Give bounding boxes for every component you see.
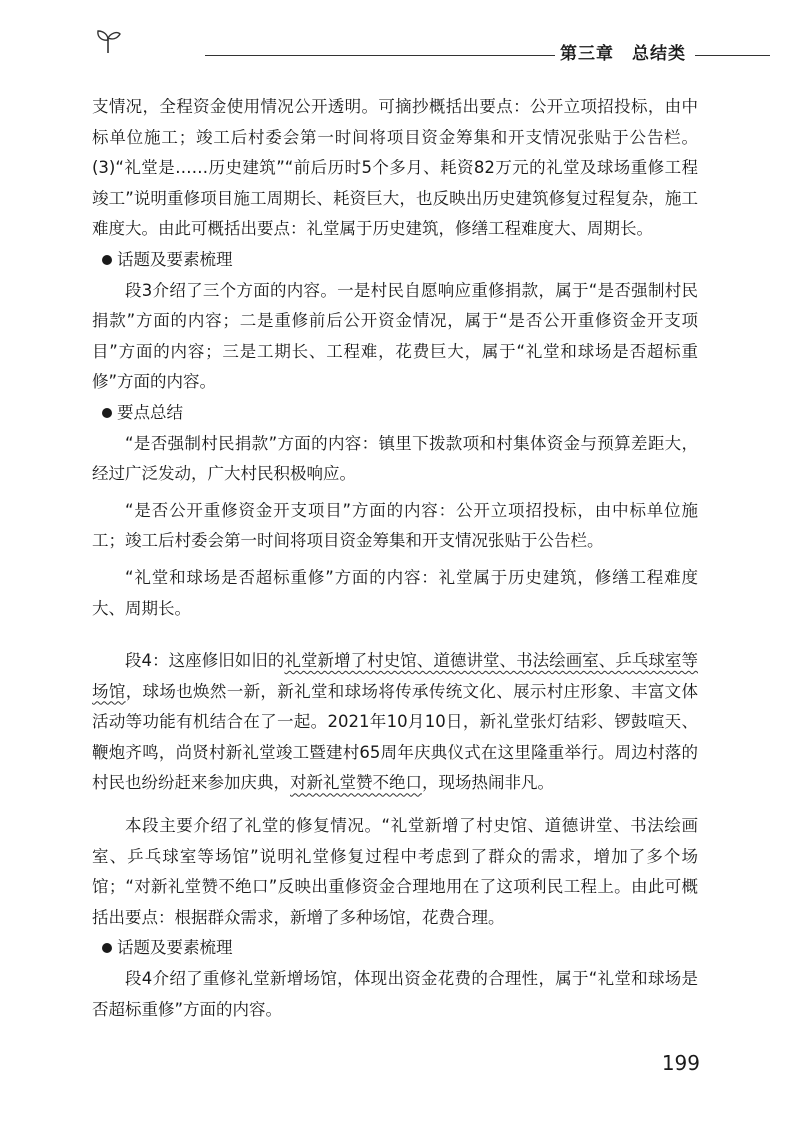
heading-text: 要点总结 bbox=[117, 402, 183, 422]
chapter-title: 第三章 总结类 bbox=[560, 44, 686, 64]
bullet-dot-icon bbox=[102, 943, 112, 953]
page-body bbox=[92, 92, 698, 1025]
page-number: 199 bbox=[661, 1051, 700, 1075]
page-header bbox=[0, 0, 800, 70]
heading-text: 话题及要素梳理 bbox=[117, 249, 233, 269]
sprout-logo-icon bbox=[93, 28, 123, 54]
paragraph-1: 支情况，全程资金使用情况公开透明。可摘抄概括出要点：公开立项招投标，由中标单位施工；竣工后村委会第一时间将项目资金筹集和开支情况张贴于公告栏。(3)“礼堂是……历史建筑”“前后历时5个多月、耗资82万元的礼堂及球场重修工程竣工”说明重修项目施工周期长、耗资巨大，也反映出历史建筑修复过程复杂，施工难度大。由此可概括出要点：礼堂属于历史建筑，修缮工程难度大、周期长。 bbox=[92, 97, 698, 239]
paragraph-2: 段3介绍了三个方面的内容。一是村民自愿响应重修捐款，属于“是否强制村民捐款”方面的内容；二是重修前后公开资金情况，属于“是否公开重修资金开支项目”方面的内容；三是工期长、工程难，花费巨大，属于“礼堂和球场是否超标重修”方面的内容。 bbox=[92, 280, 698, 392]
section-heading-summary bbox=[92, 398, 698, 429]
paragraph-3: “是否强制村民捐款”方面的内容：镇里下拨款项和村集体资金与预算差距大，经过广泛发动，广大村民积极响应。 bbox=[92, 433, 698, 484]
passage-text: 段4：这座修旧如旧的 bbox=[125, 651, 285, 671]
header-rule-right bbox=[695, 55, 770, 56]
underlined-key-phrase: 礼堂新增了村史馆、道德讲堂、书法绘画室、乒乓球室等场馆 bbox=[92, 651, 699, 701]
paragraph-8: 段4介绍了重修礼堂新增场馆，体现出资金花费的合理性，属于“礼堂和球场是否超标重修”方面的内容。 bbox=[92, 969, 698, 1019]
header-rule-left bbox=[205, 55, 555, 56]
bullet-dot-icon bbox=[102, 255, 112, 265]
section-heading-topics-1 bbox=[92, 245, 698, 276]
paragraph-4: “是否公开重修资金开支项目”方面的内容：公开立项招投标，由中标单位施工；竣工后村委会第一时间将项目资金筹集和开支情况张贴于公告栏。 bbox=[92, 500, 698, 551]
bullet-dot-icon bbox=[102, 408, 112, 418]
passage-text: ，现场热闹非凡。 bbox=[422, 773, 554, 793]
underlined-key-phrase: 对新礼堂赞不绝口 bbox=[290, 773, 422, 793]
paragraph-7: 本段主要介绍了礼堂的修复情况。“礼堂新增了村史馆、道德讲堂、书法绘画室、乒乓球室等场馆”说明礼堂修复过程中考虑到了群众的需求，增加了多个场馆；“对新礼堂赞不绝口”反映出重修资金合理地用在了这项利民工程上。由此可概括出要点：根据群众需求，新增了多种场馆，花费合理。 bbox=[92, 816, 698, 927]
quoted-passage-paragraph-4 bbox=[92, 646, 698, 799]
heading-text: 话题及要素梳理 bbox=[117, 938, 233, 958]
section-heading-topics-2 bbox=[92, 933, 698, 964]
paragraph-5: “礼堂和球场是否超标重修”方面的内容：礼堂属于历史建筑，修缮工程难度大、周期长。 bbox=[92, 567, 698, 618]
passage-text: ，球场也焕然一新，新礼堂和球场将传承传统文化、展示村庄形象、丰富文体活动等功能有机结合在了一起。2021年10月10日，新礼堂张灯结彩、锣鼓喧天、鞭炮齐鸣，尚贤村新礼堂竣工暨建村65周年庆典仪式在这里隆重举行。周边村落的村民也纷纷赶来参加庆典， bbox=[92, 681, 699, 793]
